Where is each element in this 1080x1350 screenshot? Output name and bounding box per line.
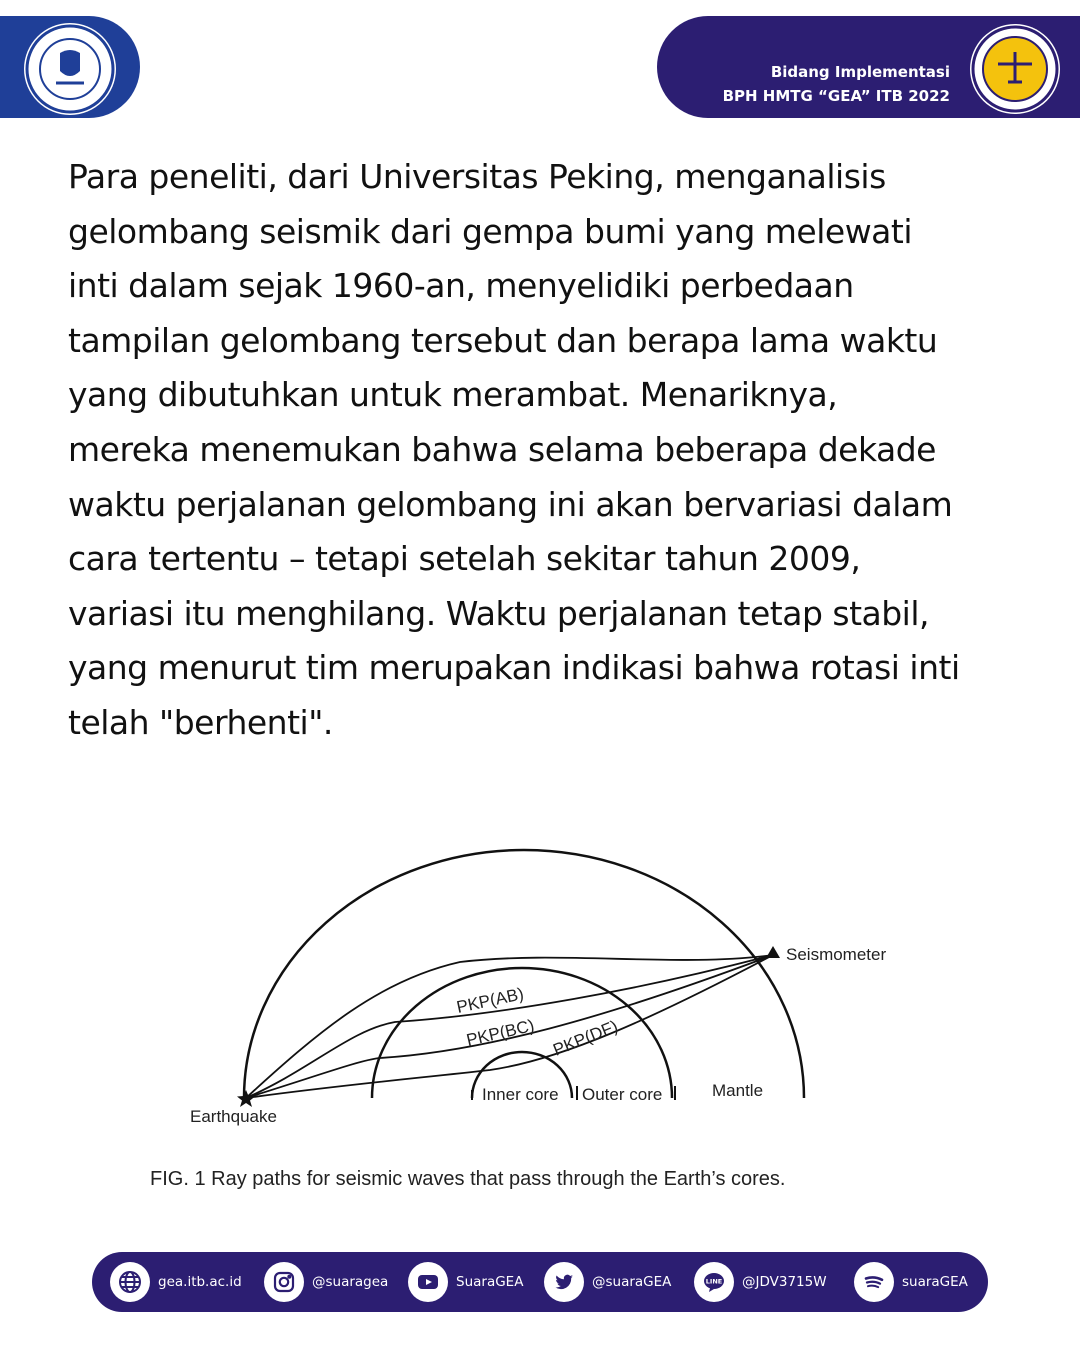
instagram-icon [264, 1262, 304, 1302]
label-seismometer: Seismometer [786, 945, 887, 964]
label-outer-core: Outer core [582, 1085, 663, 1104]
label-pkp-ab: PKP(AB) [454, 984, 526, 1017]
twitter-icon [544, 1262, 584, 1302]
body-line: cara tertentu – tetapi setelah sekitar tahun 2009, [68, 539, 861, 579]
footer-item-line[interactable] [694, 1262, 827, 1302]
body-line: inti dalam sejak 1960-an, menyelidiki perbedaan [68, 266, 854, 306]
footer-label-instagram: @suaragea [312, 1274, 389, 1290]
label-pkp-df: PKP(DF) [550, 1016, 621, 1060]
body-line: telah "berhenti". [68, 702, 333, 742]
body-line: Para peneliti, dari Universitas Peking, menganalisis [68, 157, 886, 196]
footer-social-bar [92, 1252, 988, 1312]
label-pkp-bc: PKP(BC) [464, 1015, 537, 1050]
body-line: yang dibutuhkan untuk merambat. Menariknya, [68, 375, 838, 415]
footer-item-twitter[interactable] [544, 1262, 671, 1302]
globe-icon [110, 1262, 150, 1302]
body-paragraph [68, 150, 1028, 751]
youtube-icon [408, 1262, 448, 1302]
spotify-icon [854, 1262, 894, 1302]
footer-item-website[interactable] [110, 1262, 242, 1302]
itb-logo [24, 23, 116, 115]
seismometer-triangle-icon [766, 946, 780, 958]
body-line: waktu perjalanan gelombang ini akan bervariasi dalam [68, 484, 953, 524]
footer-label-website: gea.itb.ac.id [158, 1274, 242, 1290]
label-inner-core: Inner core [482, 1085, 559, 1104]
footer-label-youtube: SuaraGEA [456, 1274, 524, 1290]
gea-logo [970, 24, 1060, 114]
body-line: mereka menemukan bahwa selama beberapa dekade [68, 429, 936, 469]
footer-label-line: @JDV3715W [742, 1274, 827, 1290]
header-title [723, 60, 950, 108]
svg-text:LINE: LINE [705, 1277, 723, 1286]
body-line: yang menurut tim merupakan indikasi bahwa rotasi inti [68, 648, 960, 688]
label-earthquake: Earthquake [190, 1107, 277, 1126]
body-line: tampilan gelombang tersebut dan berapa lama waktu [68, 320, 938, 360]
header-title-line1: Bidang Implementasi [770, 63, 950, 81]
footer-item-instagram[interactable] [264, 1262, 388, 1302]
line-icon [694, 1262, 734, 1302]
footer-label-spotify: suaraGEA [902, 1274, 968, 1290]
footer-label-twitter: @suaraGEA [592, 1274, 672, 1290]
figure-caption: FIG. 1 Ray paths for seismic waves that pass through the Earth’s cores. [150, 1168, 786, 1190]
body-line: variasi itu menghilang. Waktu perjalanan tetap stabil, [68, 593, 930, 633]
footer-item-youtube[interactable] [408, 1262, 523, 1302]
label-mantle: Mantle [712, 1081, 764, 1100]
seismic-ray-diagram [0, 780, 1080, 1220]
header-title-line2: BPH HMTG “GEA” ITB 2022 [722, 87, 950, 105]
footer-item-spotify[interactable] [854, 1262, 968, 1302]
body-line: gelombang seismik dari gempa bumi yang melewati [68, 211, 913, 251]
